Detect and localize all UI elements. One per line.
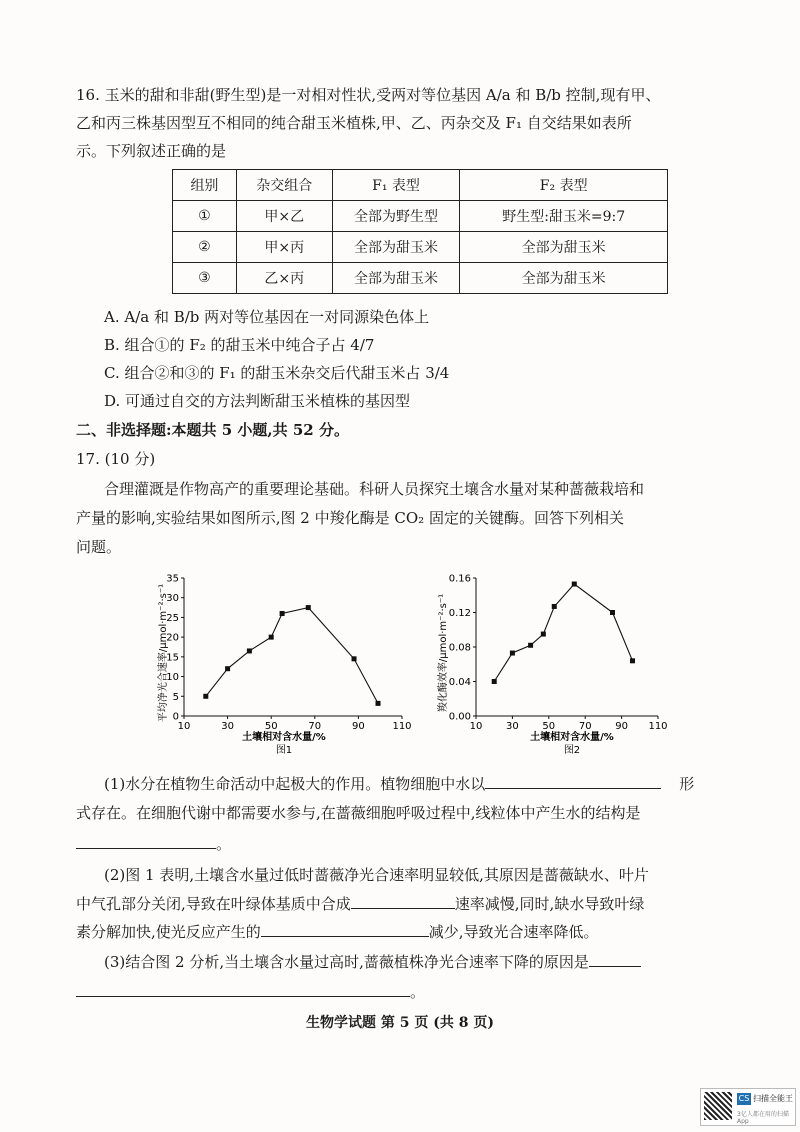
table-cell: 全部为甜玉米 — [460, 263, 668, 294]
stamp-subtitle: 3亿人都在用的扫描App — [737, 1111, 789, 1125]
q17-s3b: 。 — [410, 983, 426, 1001]
q17-s2-line2 — [76, 892, 644, 915]
chart2-ylabel: 羧化酶效率/μmol·m⁻²·s⁻¹ — [438, 593, 449, 713]
chart1-y-tick-label: 0 — [172, 711, 179, 723]
chart-figure-1 — [152, 570, 414, 756]
page-footer: 生物学试题 第 5 页 (共 8 页) — [306, 1015, 494, 1031]
table-row — [173, 232, 668, 263]
q17-s2a: (2)图 1 表明,土壤含水量过低时蔷薇净光合速率明显较低,其原因是蔷薇缺水、叶片 — [104, 866, 649, 884]
chart1-x-tick-label: 90 — [352, 721, 365, 732]
chart2-y-tick-label: 0.16 — [448, 573, 471, 585]
chart1-x-tick-label: 70 — [308, 721, 322, 732]
q17-number: 17. (10 分) — [76, 450, 156, 468]
chart2-data-point — [572, 582, 577, 587]
chart1-data-point — [269, 635, 274, 640]
chart1-data-point — [352, 656, 357, 661]
q17-s2-line3 — [76, 920, 599, 943]
q17-s2c: 速率减慢,同时,缺水导致叶绿 — [454, 895, 645, 913]
chart2-x-tick-label: 70 — [578, 721, 592, 732]
chart1-y-tick-label: 25 — [166, 612, 179, 624]
chart1-data-point — [376, 701, 381, 706]
table-cell: ② — [173, 232, 237, 263]
chart1-y-tick-label: 35 — [166, 573, 179, 585]
chart2-x-tick-label: 90 — [615, 721, 628, 732]
q16-line3: 示。下列叙述正确的是 — [76, 142, 227, 160]
chart1-data-point — [247, 648, 252, 653]
option-d: D. 可通过自交的方法判断甜玉米植株的基因型 — [104, 392, 411, 410]
q17-s1-line3 — [76, 832, 231, 855]
answer-blank-5[interactable] — [589, 950, 641, 967]
q16-line2: 乙和丙三株基因型互不相同的纯合甜玉米植株,甲、乙、丙杂交及 F₁ 自交结果如表所 — [76, 114, 632, 132]
chart2-y-tick-label: 0.12 — [448, 608, 471, 619]
q17-s3a: (3)结合图 2 分析,当土壤含水量过高时,蔷薇植株净光合速率下降的原因是 — [104, 953, 589, 971]
answer-blank-4[interactable] — [261, 920, 429, 937]
table-cell: 全部为野生型 — [332, 201, 460, 232]
table-row — [173, 263, 668, 294]
chart-figure-2 — [432, 570, 672, 756]
chart2-y-tick-label: 0.04 — [448, 677, 471, 688]
chart2-x-tick-label: 30 — [506, 721, 519, 732]
chart1-x-tick-label: 10 — [177, 721, 191, 732]
chart1-xlabel: 土壤相对含水量/% — [242, 732, 326, 743]
answer-blank-3[interactable] — [351, 892, 455, 909]
chart1-series-line — [206, 608, 378, 704]
answer-blank-1[interactable] — [485, 772, 661, 789]
chart2-x-tick-label: 110 — [648, 721, 668, 732]
chart1-y-tick-label: 30 — [166, 593, 179, 605]
chart1-data-point — [306, 605, 311, 610]
chart2-y-tick-label: 0.00 — [448, 711, 471, 723]
cross-results-table — [172, 169, 668, 294]
table-cell: 甲×乙 — [236, 201, 332, 232]
chart2-x-tick-label: 10 — [469, 721, 483, 732]
table-cell: 甲×丙 — [236, 232, 332, 263]
chart2-data-point — [630, 658, 635, 663]
chart2-series-line — [494, 584, 632, 682]
chart1-y-tick-label: 20 — [166, 632, 179, 644]
chart2-data-point — [541, 632, 546, 637]
chart1-x-tick-label: 30 — [221, 721, 234, 732]
table-cell: 全部为甜玉米 — [332, 263, 460, 294]
chart1-y-tick-label: 15 — [166, 652, 179, 664]
table-cell: ③ — [173, 263, 237, 294]
section-heading: 二、非选择题:本题共 5 小题,共 52 分。 — [76, 421, 349, 439]
answer-blank-6[interactable] — [76, 980, 410, 997]
q17-intro3: 问题。 — [76, 538, 122, 556]
table-cell: 全部为甜玉米 — [332, 232, 460, 263]
chart2-y-tick-label: 0.08 — [448, 642, 471, 654]
table-cell: ① — [173, 201, 237, 232]
q17-intro1: 合理灌溉是作物高产的重要理论基础。科研人员探究土壤含水量对某种蔷薇栽培和 — [104, 480, 645, 498]
chart2-data-point — [552, 604, 557, 609]
q17-s2d: 素分解加快,使光反应产生的 — [76, 923, 261, 941]
table-header-cell: F₁ 表型 — [332, 170, 460, 201]
chart2-x-tick-label: 50 — [542, 721, 556, 732]
q17-s2b: 中气孔部分关闭,导致在叶绿体基质中合成 — [76, 895, 351, 913]
q17-s2e: 减少,导致光合速率降低。 — [428, 923, 599, 941]
q17-s1-line1 — [104, 772, 694, 795]
chart1-y-tick-label: 5 — [172, 691, 179, 703]
chart1-x-tick-label: 50 — [264, 721, 278, 732]
table-cell: 野生型:甜玉米=9:7 — [460, 201, 668, 232]
q17-s1d: 。 — [216, 835, 232, 853]
table-header-row — [173, 170, 668, 201]
chart1-x-tick-label: 110 — [392, 721, 412, 732]
table-header-cell: 杂交组合 — [236, 170, 332, 201]
q16-line1: 16. 玉米的甜和非甜(野生型)是一对相对性状,受两对等位基因 A/a 和 B/b 控制,现有甲、 — [76, 86, 661, 104]
option-b: B. 组合①的 F₂ 的甜玉米中纯合子占 4/7 — [104, 336, 375, 354]
chart2-data-point — [528, 643, 533, 648]
chart2-data-point — [510, 651, 515, 656]
table-header-cell: 组别 — [173, 170, 237, 201]
table-cell: 全部为甜玉米 — [460, 232, 668, 263]
scanner-stamp — [700, 1088, 796, 1126]
cs-logo-icon: CS — [738, 1094, 750, 1103]
chart1-data-point — [225, 666, 230, 671]
answer-blank-2[interactable] — [76, 832, 216, 849]
table-cell: 乙×丙 — [236, 263, 332, 294]
chart1-data-point — [280, 611, 285, 616]
q17-s3-line2 — [76, 980, 425, 1003]
table-header-cell: F₂ 表型 — [460, 170, 668, 201]
chart1-title: 图1 — [275, 745, 293, 756]
chart1-data-point — [203, 694, 208, 699]
q17-s1c: 式存在。在细胞代谢中都需要水参与,在蔷薇细胞呼吸过程中,线粒体中产生水的结构是 — [76, 804, 641, 822]
chart1-ylabel: 平均净光合速率/μmol·m⁻²·s⁻¹ — [158, 583, 169, 723]
qr-code-icon — [704, 1092, 732, 1120]
stamp-title: 扫描全能王 — [753, 1094, 793, 1103]
q17-intro2: 产量的影响,实验结果如图所示,图 2 中羧化酶是 CO₂ 固定的关键酶。回答下列相关 — [76, 509, 624, 527]
option-a: A. A/a 和 B/b 两对等位基因在一对同源染色体上 — [104, 308, 430, 326]
chart2-data-point — [610, 610, 615, 615]
chart2-data-point — [492, 679, 497, 684]
option-c: C. 组合②和③的 F₁ 的甜玉米杂交后代甜玉米占 3/4 — [104, 364, 450, 382]
chart1-y-tick-label: 10 — [166, 672, 179, 684]
q17-s1a: (1)水分在植物生命活动中起极大的作用。植物细胞中水以 — [104, 775, 486, 793]
chart2-xlabel: 土壤相对含水量/% — [530, 732, 614, 743]
chart2-title: 图2 — [563, 745, 581, 756]
q17-s3-line1 — [104, 950, 641, 973]
q17-s1b: 形 — [679, 775, 695, 793]
table-row — [173, 201, 668, 232]
